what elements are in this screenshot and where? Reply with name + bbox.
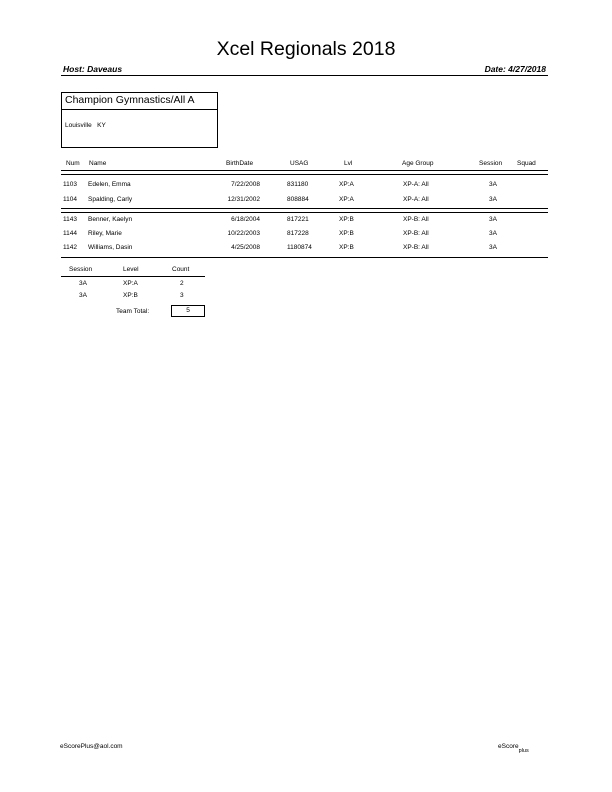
cell-birthdate: 12/31/2002 — [227, 196, 260, 203]
cell-num: 1142 — [63, 244, 77, 251]
cell-usag: 817221 — [287, 216, 309, 223]
cell-name: Benner, Kaelyn — [88, 216, 133, 223]
footer-email: eScorePlus@aol.com — [60, 743, 123, 750]
col-header-squad: Squad — [517, 160, 536, 167]
team-box — [61, 92, 218, 148]
team-state: KY — [97, 122, 106, 129]
cell-age-group: XP-B: All — [403, 216, 429, 223]
team-location — [65, 122, 106, 129]
cell-session: 3A — [489, 196, 497, 203]
summary-level: XP:A — [123, 280, 138, 287]
cell-lvl: XP:B — [339, 230, 354, 237]
date-label: Date: 4/27/2018 — [484, 64, 546, 74]
col-header-num: Num — [66, 160, 80, 167]
group-rule — [61, 208, 548, 209]
team-name-cell — [62, 93, 217, 110]
cell-usag: 808884 — [287, 196, 309, 203]
cell-session: 3A — [489, 244, 497, 251]
cell-usag: 817228 — [287, 230, 309, 237]
cell-num: 1144 — [63, 230, 77, 237]
cell-name: Spalding, Carly — [88, 196, 133, 203]
group-rule — [61, 212, 548, 213]
team-city: Louisville — [65, 122, 92, 129]
cell-birthdate: 6/18/2004 — [231, 216, 260, 223]
cell-age-group: XP-B: All — [403, 230, 429, 237]
summary-count: 2 — [180, 280, 184, 287]
cell-age-group: XP-A: All — [403, 181, 429, 188]
team-total-box — [171, 305, 205, 317]
col-header-age-group: Age Group — [402, 160, 434, 167]
team-total-label: Team Total: — [116, 308, 150, 315]
summary-count: 3 — [180, 292, 184, 299]
col-header-session: Session — [479, 160, 503, 167]
footer-brand — [498, 743, 529, 754]
table-header-rule — [61, 170, 548, 171]
col-header-birthdate: BirthDate — [226, 160, 254, 167]
cell-name: Williams, Dasin — [88, 244, 133, 251]
table-end-rule — [61, 257, 548, 258]
cell-name: Edelen, Emma — [88, 181, 131, 188]
col-header-usag: USAG — [290, 160, 309, 167]
cell-birthdate: 7/22/2008 — [231, 181, 260, 188]
cell-num: 1104 — [63, 196, 77, 203]
summary-level: XP:B — [123, 292, 138, 299]
report-title: Xcel Regionals 2018 — [216, 38, 396, 60]
footer-brand-sub: plus — [518, 748, 529, 754]
cell-session: 3A — [489, 216, 497, 223]
team-total-value: 5 — [186, 307, 190, 314]
host-label: Host: Daveaus — [63, 64, 123, 74]
team-name: Champion Gymnastics/All A — [65, 94, 195, 106]
summary-session: 3A — [79, 292, 87, 299]
cell-usag: 831180 — [287, 181, 309, 188]
summary-session: 3A — [79, 280, 87, 287]
cell-age-group: XP-A: All — [403, 196, 429, 203]
cell-age-group: XP-B: All — [403, 244, 429, 251]
cell-session: 3A — [489, 230, 497, 237]
cell-birthdate: 10/22/2003 — [227, 230, 260, 237]
cell-birthdate: 4/25/2008 — [231, 244, 260, 251]
cell-name: Riley, Marie — [88, 230, 122, 237]
cell-lvl: XP:B — [339, 216, 354, 223]
cell-session: 3A — [489, 181, 497, 188]
summary-rule — [61, 276, 205, 277]
summary-header-session: Session — [69, 266, 93, 273]
cell-num: 1143 — [63, 216, 77, 223]
cell-lvl: XP:B — [339, 244, 354, 251]
col-header-lvl: Lvl — [344, 160, 353, 167]
footer-brand-name: eScore — [498, 743, 519, 750]
summary-header-level: Level — [123, 266, 139, 273]
cell-usag: 1180874 — [287, 244, 312, 251]
summary-header-count: Count — [172, 266, 190, 273]
cell-num: 1103 — [63, 181, 77, 188]
cell-lvl: XP:A — [339, 181, 354, 188]
cell-lvl: XP:A — [339, 196, 354, 203]
group-rule — [61, 174, 548, 175]
header-rule — [61, 75, 548, 76]
col-header-name: Name — [89, 160, 107, 167]
